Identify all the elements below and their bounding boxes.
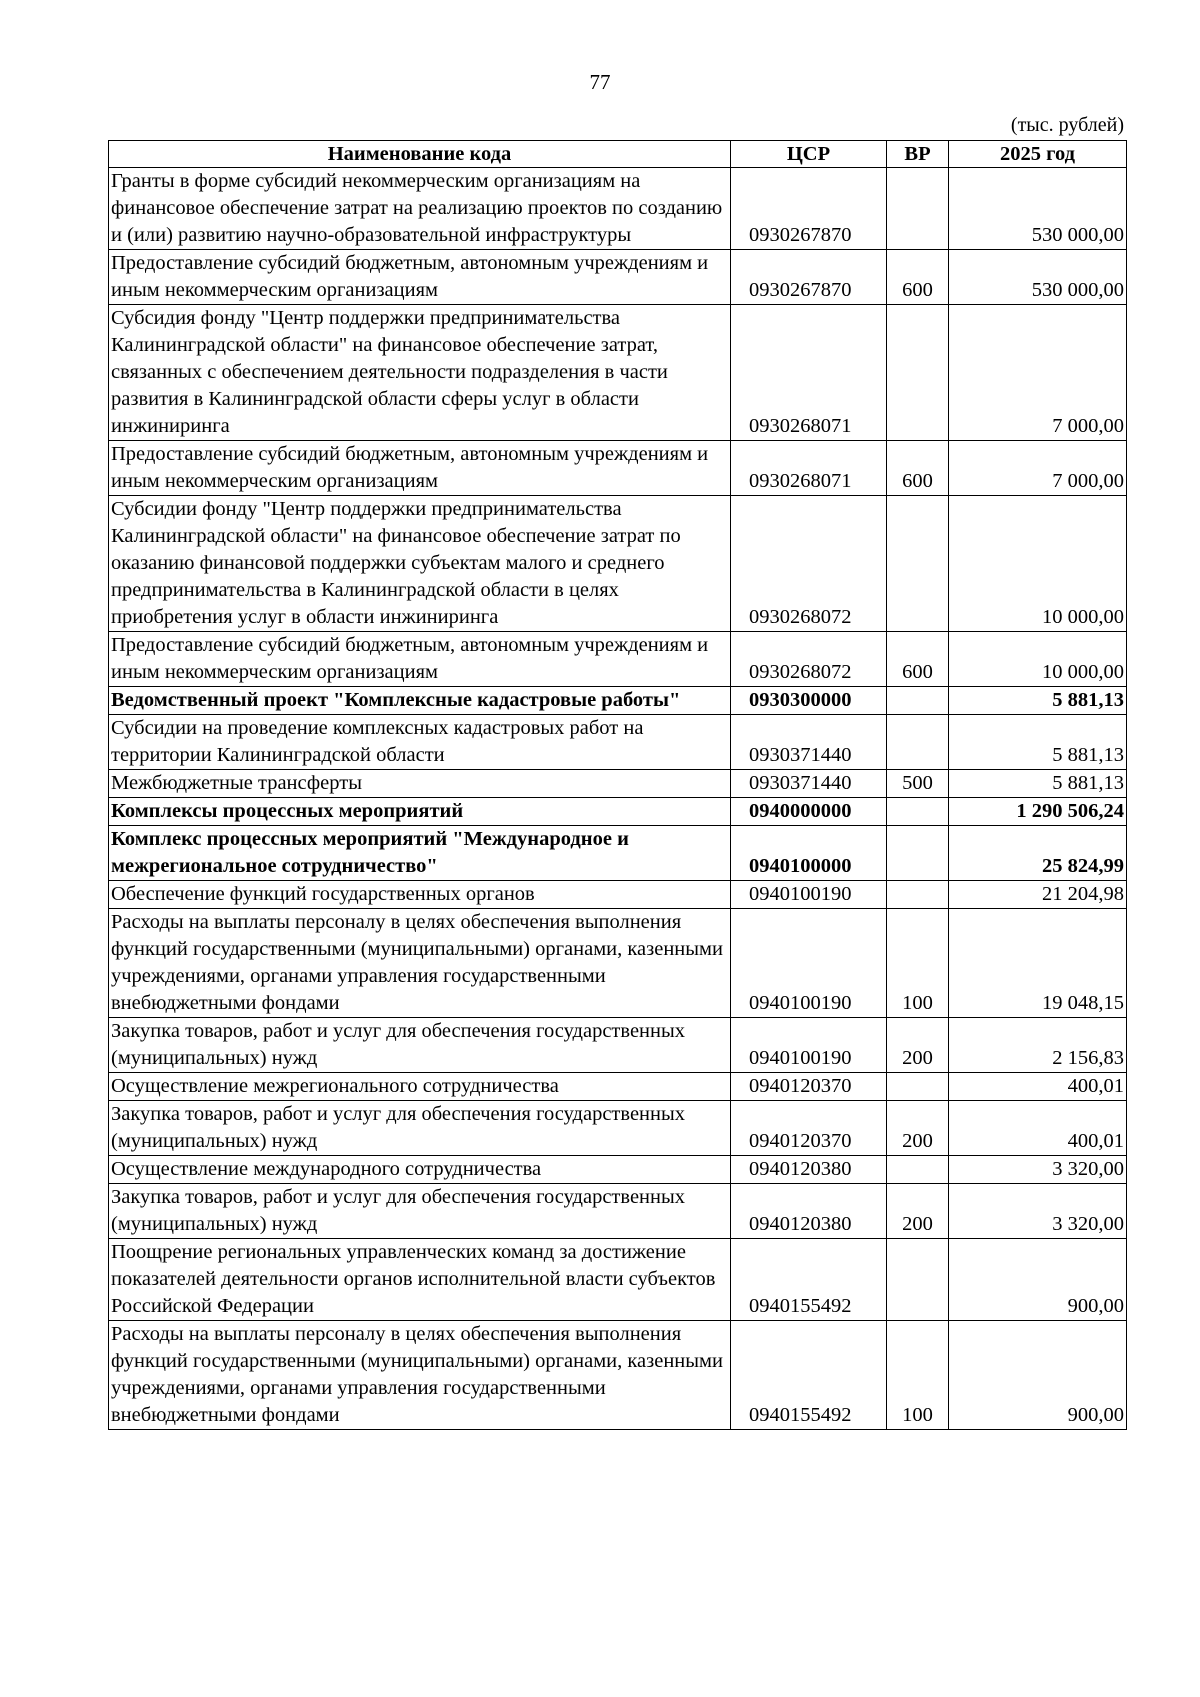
cell-name: Межбюджетные трансферты <box>109 770 731 798</box>
cell-csr: 0940120380 <box>731 1156 887 1184</box>
table-row <box>109 441 1127 496</box>
column-header-csr: ЦСР <box>731 141 887 168</box>
cell-name: Предоставление субсидий бюджетным, автономным учреждениям и иным некоммерческим организациям <box>109 250 731 305</box>
cell-sum: 25 824,99 <box>949 826 1127 881</box>
table-row <box>109 687 1127 715</box>
cell-vr: 200 <box>887 1184 949 1239</box>
cell-csr: 0940100190 <box>731 881 887 909</box>
table-header-row <box>109 141 1127 168</box>
cell-csr: 0940155492 <box>731 1321 887 1430</box>
column-header-name: Наименование кода <box>109 141 731 168</box>
table-row <box>109 798 1127 826</box>
cell-csr: 0940120370 <box>731 1073 887 1101</box>
cell-sum: 7 000,00 <box>949 305 1127 441</box>
cell-vr <box>887 881 949 909</box>
cell-vr <box>887 1239 949 1321</box>
cell-vr <box>887 1073 949 1101</box>
cell-sum: 3 320,00 <box>949 1184 1127 1239</box>
table-row <box>109 250 1127 305</box>
cell-name: Ведомственный проект "Комплексные кадастровые работы" <box>109 687 731 715</box>
table-row <box>109 715 1127 770</box>
cell-name: Осуществление международного сотрудничества <box>109 1156 731 1184</box>
cell-csr: 0940100190 <box>731 909 887 1018</box>
table-row <box>109 770 1127 798</box>
table-row <box>109 1101 1127 1156</box>
cell-csr: 0930268071 <box>731 305 887 441</box>
cell-vr: 600 <box>887 250 949 305</box>
cell-vr <box>887 496 949 632</box>
cell-name: Комплексы процессных мероприятий <box>109 798 731 826</box>
cell-name: Предоставление субсидий бюджетным, автономным учреждениям и иным некоммерческим организациям <box>109 632 731 687</box>
cell-vr <box>887 1156 949 1184</box>
cell-sum: 400,01 <box>949 1073 1127 1101</box>
cell-vr: 200 <box>887 1018 949 1073</box>
cell-csr: 0940100190 <box>731 1018 887 1073</box>
cell-vr <box>887 826 949 881</box>
cell-name: Гранты в форме субсидий некоммерческим организациям на финансовое обеспечение затрат на реализацию проектов по созданию и (или) развитию научно-образовательной инфраструктуры <box>109 168 731 250</box>
table-row <box>109 305 1127 441</box>
table-row <box>109 1321 1127 1430</box>
cell-name: Расходы на выплаты персоналу в целях обеспечения выполнения функций государственными (муниципальными) органами, казенными учреждениями, органами управления государственными внебюджетными фондами <box>109 1321 731 1430</box>
table-body <box>109 168 1127 1430</box>
cell-sum: 5 881,13 <box>949 770 1127 798</box>
cell-name: Осуществление межрегионального сотрудничества <box>109 1073 731 1101</box>
cell-sum: 10 000,00 <box>949 632 1127 687</box>
cell-vr: 600 <box>887 632 949 687</box>
cell-csr: 0940120380 <box>731 1184 887 1239</box>
table-row <box>109 826 1127 881</box>
table-row <box>109 1156 1127 1184</box>
page-number: 77 <box>589 70 611 94</box>
cell-sum: 3 320,00 <box>949 1156 1127 1184</box>
cell-vr: 500 <box>887 770 949 798</box>
table-row <box>109 1184 1127 1239</box>
cell-name: Закупка товаров, работ и услуг для обеспечения государственных (муниципальных) нужд <box>109 1184 731 1239</box>
cell-csr: 0930268072 <box>731 496 887 632</box>
cell-vr: 100 <box>887 1321 949 1430</box>
cell-sum: 5 881,13 <box>949 687 1127 715</box>
cell-csr: 0930371440 <box>731 715 887 770</box>
cell-vr: 200 <box>887 1101 949 1156</box>
cell-csr: 0940100000 <box>731 826 887 881</box>
cell-sum: 900,00 <box>949 1239 1127 1321</box>
cell-csr: 0930267870 <box>731 168 887 250</box>
cell-name: Обеспечение функций государственных органов <box>109 881 731 909</box>
table-row <box>109 1018 1127 1073</box>
cell-csr: 0930267870 <box>731 250 887 305</box>
cell-sum: 900,00 <box>949 1321 1127 1430</box>
cell-csr: 0940120370 <box>731 1101 887 1156</box>
table-row <box>109 1073 1127 1101</box>
cell-name: Субсидии на проведение комплексных кадастровых работ на территории Калининградской области <box>109 715 731 770</box>
cell-vr: 600 <box>887 441 949 496</box>
cell-vr <box>887 305 949 441</box>
cell-sum: 19 048,15 <box>949 909 1127 1018</box>
cell-name: Расходы на выплаты персоналу в целях обеспечения выполнения функций государственными (муниципальными) органами, казенными учреждениями, органами управления государственными внебюджетными фондами <box>109 909 731 1018</box>
cell-vr <box>887 715 949 770</box>
table-row <box>109 881 1127 909</box>
cell-csr: 0940000000 <box>731 798 887 826</box>
cell-vr <box>887 798 949 826</box>
cell-vr <box>887 687 949 715</box>
cell-sum: 5 881,13 <box>949 715 1127 770</box>
cell-csr: 0940155492 <box>731 1239 887 1321</box>
cell-name: Комплекс процессных мероприятий "Международное и межрегиональное сотрудничество" <box>109 826 731 881</box>
cell-sum: 530 000,00 <box>949 168 1127 250</box>
table-row <box>109 632 1127 687</box>
cell-name: Предоставление субсидий бюджетным, автономным учреждениям и иным некоммерческим организациям <box>109 441 731 496</box>
cell-name: Закупка товаров, работ и услуг для обеспечения государственных (муниципальных) нужд <box>109 1018 731 1073</box>
cell-sum: 21 204,98 <box>949 881 1127 909</box>
cell-name: Закупка товаров, работ и услуг для обеспечения государственных (муниципальных) нужд <box>109 1101 731 1156</box>
cell-csr: 0930268071 <box>731 441 887 496</box>
cell-csr: 0930300000 <box>731 687 887 715</box>
cell-vr: 100 <box>887 909 949 1018</box>
table-row <box>109 1239 1127 1321</box>
column-header-vr: ВР <box>887 141 949 168</box>
cell-name: Поощрение региональных управленческих команд за достижение показателей деятельности органов исполнительной власти субъектов Российской Федерации <box>109 1239 731 1321</box>
cell-csr: 0930371440 <box>731 770 887 798</box>
cell-sum: 2 156,83 <box>949 1018 1127 1073</box>
cell-sum: 10 000,00 <box>949 496 1127 632</box>
units-label: (тыс. рублей) <box>1010 114 1124 136</box>
cell-name: Субсидия фонду "Центр поддержки предпринимательства Калининградской области" на финансовое обеспечение затрат, связанных с обеспечением деятельности подразделения в части развития в Калининградской области сферы услуг в области инжиниринга <box>109 305 731 441</box>
budget-table <box>108 140 1127 1430</box>
table-row <box>109 168 1127 250</box>
cell-sum: 1 290 506,24 <box>949 798 1127 826</box>
cell-sum: 7 000,00 <box>949 441 1127 496</box>
cell-csr: 0930268072 <box>731 632 887 687</box>
cell-sum: 530 000,00 <box>949 250 1127 305</box>
cell-sum: 400,01 <box>949 1101 1127 1156</box>
cell-name: Субсидии фонду "Центр поддержки предпринимательства Калининградской области" на финансовое обеспечение затрат по оказанию финансовой поддержки субъектам малого и среднего предпринимательства в Калининградской области в целях приобретения услуг в области инжиниринга <box>109 496 731 632</box>
table-row <box>109 496 1127 632</box>
cell-vr <box>887 168 949 250</box>
column-header-year: 2025 год <box>949 141 1127 168</box>
table-row <box>109 909 1127 1018</box>
